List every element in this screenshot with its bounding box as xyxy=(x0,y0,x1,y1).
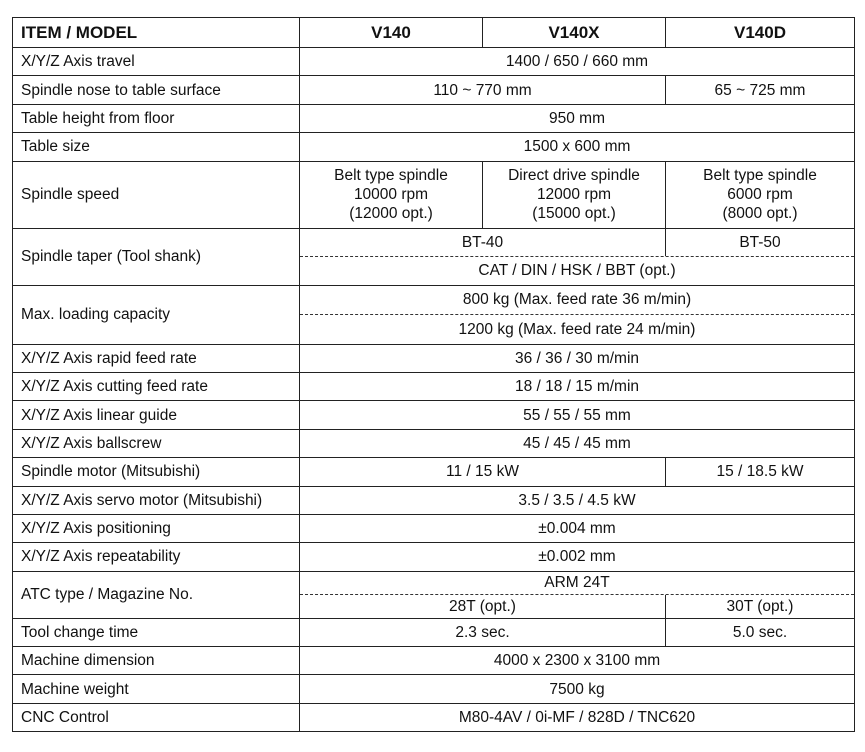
spindle-rpm: 6000 rpm xyxy=(727,186,793,204)
row-label: X/Y/Z Axis travel xyxy=(13,48,300,76)
row-value: 1400 / 650 / 660 mm xyxy=(300,48,855,76)
table-row xyxy=(13,486,855,514)
row-label: Machine dimension xyxy=(13,647,300,675)
row-value: ±0.002 mm xyxy=(300,543,855,571)
spindle-option: (8000 opt.) xyxy=(722,205,798,223)
table-row xyxy=(13,228,855,285)
table-row xyxy=(13,48,855,76)
row-value: 1200 kg (Max. feed rate 24 m/min) xyxy=(300,314,854,344)
row-label: Table size xyxy=(13,133,300,161)
table-row xyxy=(13,458,855,486)
atc-values xyxy=(300,571,855,618)
row-label: X/Y/Z Axis ballscrew xyxy=(13,429,300,457)
row-label: X/Y/Z Axis linear guide xyxy=(13,401,300,429)
table-row xyxy=(13,104,855,132)
table-row xyxy=(13,76,855,104)
table-row xyxy=(13,285,855,344)
spindle-rpm: 12000 rpm xyxy=(536,186,612,204)
row-label: Spindle speed xyxy=(13,161,300,228)
max-loading-values xyxy=(300,285,855,344)
row-label: Max. loading capacity xyxy=(13,285,300,344)
row-value: 28T (opt.) xyxy=(300,595,666,618)
spindle-type: Belt type spindle xyxy=(703,167,817,185)
table-row xyxy=(13,618,855,646)
row-label: X/Y/Z Axis servo motor (Mitsubishi) xyxy=(13,486,300,514)
spindle-type: Direct drive spindle xyxy=(508,167,640,185)
row-value: M80-4AV / 0i-MF / 828D / TNC620 xyxy=(300,703,855,731)
row-value: ±0.004 mm xyxy=(300,514,855,542)
header-model-v140: V140 xyxy=(300,18,483,48)
row-value: 3.5 / 3.5 / 4.5 kW xyxy=(300,486,855,514)
row-value: ARM 24T xyxy=(544,574,610,592)
row-label: Spindle motor (Mitsubishi) xyxy=(13,458,300,486)
row-label: ATC type / Magazine No. xyxy=(13,571,300,618)
header-row xyxy=(13,18,855,48)
row-label: X/Y/Z Axis repeatability xyxy=(13,543,300,571)
table-row xyxy=(13,647,855,675)
row-value: BT-50 xyxy=(739,233,781,251)
table-row xyxy=(13,675,855,703)
table-row xyxy=(13,543,855,571)
table-row xyxy=(13,514,855,542)
table-row xyxy=(13,401,855,429)
table-row xyxy=(13,344,855,372)
row-value: 110 ~ 770 mm xyxy=(300,76,666,104)
row-value: 800 kg (Max. feed rate 36 m/min) xyxy=(462,291,692,309)
row-value: 45 / 45 / 45 mm xyxy=(300,429,855,457)
table-row xyxy=(13,571,855,618)
row-value: 7500 kg xyxy=(300,675,855,703)
row-value: 18 / 18 / 15 m/min xyxy=(300,372,855,400)
spindle-taper-values xyxy=(300,228,855,285)
row-value: 4000 x 2300 x 3100 mm xyxy=(300,647,855,675)
table-row xyxy=(13,133,855,161)
row-value: 950 mm xyxy=(300,104,855,132)
row-label: Table height from floor xyxy=(13,104,300,132)
row-label: X/Y/Z Axis positioning xyxy=(13,514,300,542)
row-value: 2.3 sec. xyxy=(300,618,666,646)
row-value: 5.0 sec. xyxy=(666,618,855,646)
table-row xyxy=(13,372,855,400)
row-label: Machine weight xyxy=(13,675,300,703)
row-value: 11 / 15 kW xyxy=(300,458,666,486)
table-row xyxy=(13,161,855,228)
spindle-type: Belt type spindle xyxy=(334,167,448,185)
header-item: ITEM / MODEL xyxy=(13,18,300,48)
spindle-rpm: 10000 rpm xyxy=(353,186,429,204)
row-value: BT-40 xyxy=(300,229,666,256)
table-row xyxy=(13,429,855,457)
row-value: 65 ~ 725 mm xyxy=(666,76,855,104)
row-label: Tool change time xyxy=(13,618,300,646)
row-label: Spindle nose to table surface xyxy=(13,76,300,104)
header-model-v140d: V140D xyxy=(666,18,855,48)
row-label: X/Y/Z Axis cutting feed rate xyxy=(13,372,300,400)
row-value: CAT / DIN / HSK / BBT (opt.) xyxy=(300,256,854,285)
spec-table xyxy=(12,17,855,732)
row-value: 15 / 18.5 kW xyxy=(666,458,855,486)
spindle-speed-v140d xyxy=(666,161,855,228)
row-value: 36 / 36 / 30 m/min xyxy=(300,344,855,372)
row-value: 1500 x 600 mm xyxy=(300,133,855,161)
spindle-option: (15000 opt.) xyxy=(532,205,616,223)
spindle-speed-v140 xyxy=(300,161,483,228)
row-value: 30T (opt.) xyxy=(726,597,794,615)
table-row xyxy=(13,703,855,731)
spindle-option: (12000 opt.) xyxy=(349,205,433,223)
row-label: X/Y/Z Axis rapid feed rate xyxy=(13,344,300,372)
spindle-speed-v140x xyxy=(483,161,666,228)
row-label: CNC Control xyxy=(13,703,300,731)
header-model-v140x: V140X xyxy=(483,18,666,48)
row-label: Spindle taper (Tool shank) xyxy=(13,228,300,285)
row-value: 55 / 55 / 55 mm xyxy=(300,401,855,429)
